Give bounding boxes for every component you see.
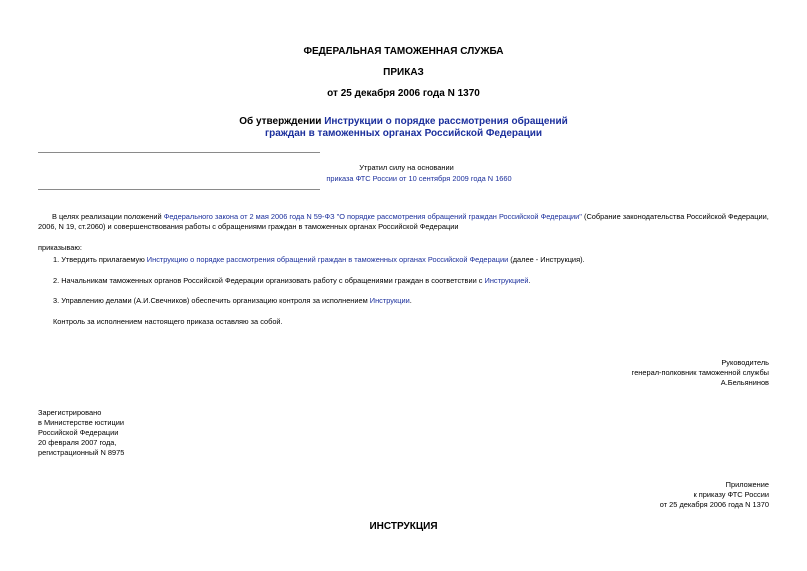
instruction-heading: ИНСТРУКЦИЯ xyxy=(369,521,438,532)
signature-rank: генерал-полковник таможенной службы xyxy=(631,368,769,377)
status-repeal-link[interactable]: приказа ФТС России от 10 сентября 2009 года N 1660 xyxy=(326,174,512,183)
separator-top xyxy=(38,152,320,153)
order-item-3: 3. Управлению делами (А.И.Свечников) обеспечить организацию контроля за исполнением Инструкции. xyxy=(53,296,412,305)
signature-title: Руководитель xyxy=(721,358,769,367)
status-line: Утратил силу на основании xyxy=(359,163,454,172)
instruction-link-2[interactable]: Инструкцией xyxy=(484,276,529,285)
document-type: ПРИКАЗ xyxy=(383,67,424,78)
appendix-block: Приложение к приказу ФТС России от 25 декабря 2006 года N 1370 xyxy=(659,480,769,509)
agency-name: ФЕДЕРАЛЬНАЯ ТАМОЖЕННАЯ СЛУЖБА xyxy=(303,46,504,57)
federal-law-link[interactable]: Федерального закона от 2 мая 2006 года N 59-ФЗ "О порядке рассмотрения обращений граждан Российской Федерации" xyxy=(163,212,582,221)
document-title xyxy=(0,116,807,140)
instruction-link-3[interactable]: Инструкции xyxy=(369,296,410,305)
order-item-1: 1. Утвердить прилагаемую Инструкцию о порядке рассмотрения обращений граждан в таможенных органах Российской Федерации (далее - Инструкция). xyxy=(53,255,585,264)
preamble-paragraph: В целях реализации положений Федерального закона от 2 мая 2006 года N 59-ФЗ "О порядке рассмотрения обращений граждан Российской Федерации" (Собрание законодательства Российской Федерации, 2006, N 19, ст.2060) и совершенствования работы с обращениями граждан в таможенных органах Российской Федерации xyxy=(38,212,769,231)
separator-bottom xyxy=(38,189,320,190)
document-date: от 25 декабря 2006 года N 1370 xyxy=(327,88,480,99)
instruction-link-1[interactable]: Инструкцию о порядке рассмотрения обращений граждан в таможенных органах Российской Федерации xyxy=(146,255,509,264)
title-prefix: Об утверждении xyxy=(239,116,325,127)
title-link-instruction[interactable]: Инструкции о порядке рассмотрения обращений xyxy=(324,116,568,127)
title-link-instruction-line2[interactable]: граждан в таможенных органах Российской Федерации xyxy=(264,128,543,139)
registration-block: Зарегистрировано в Министерстве юстиции Российской Федерации 20 февраля 2007 года, регистрационный N 8975 xyxy=(38,408,125,457)
signature-block xyxy=(400,358,769,388)
control-paragraph: Контроль за исполнением настоящего приказа оставляю за собой. xyxy=(53,317,283,326)
order-word: приказываю: xyxy=(38,243,82,252)
signature-name: А.Бельянинов xyxy=(720,378,769,387)
order-item-2: 2. Начальникам таможенных органов Российской Федерации организовать работу с обращениями граждан в соответствии с Инструкцией. xyxy=(53,276,531,285)
